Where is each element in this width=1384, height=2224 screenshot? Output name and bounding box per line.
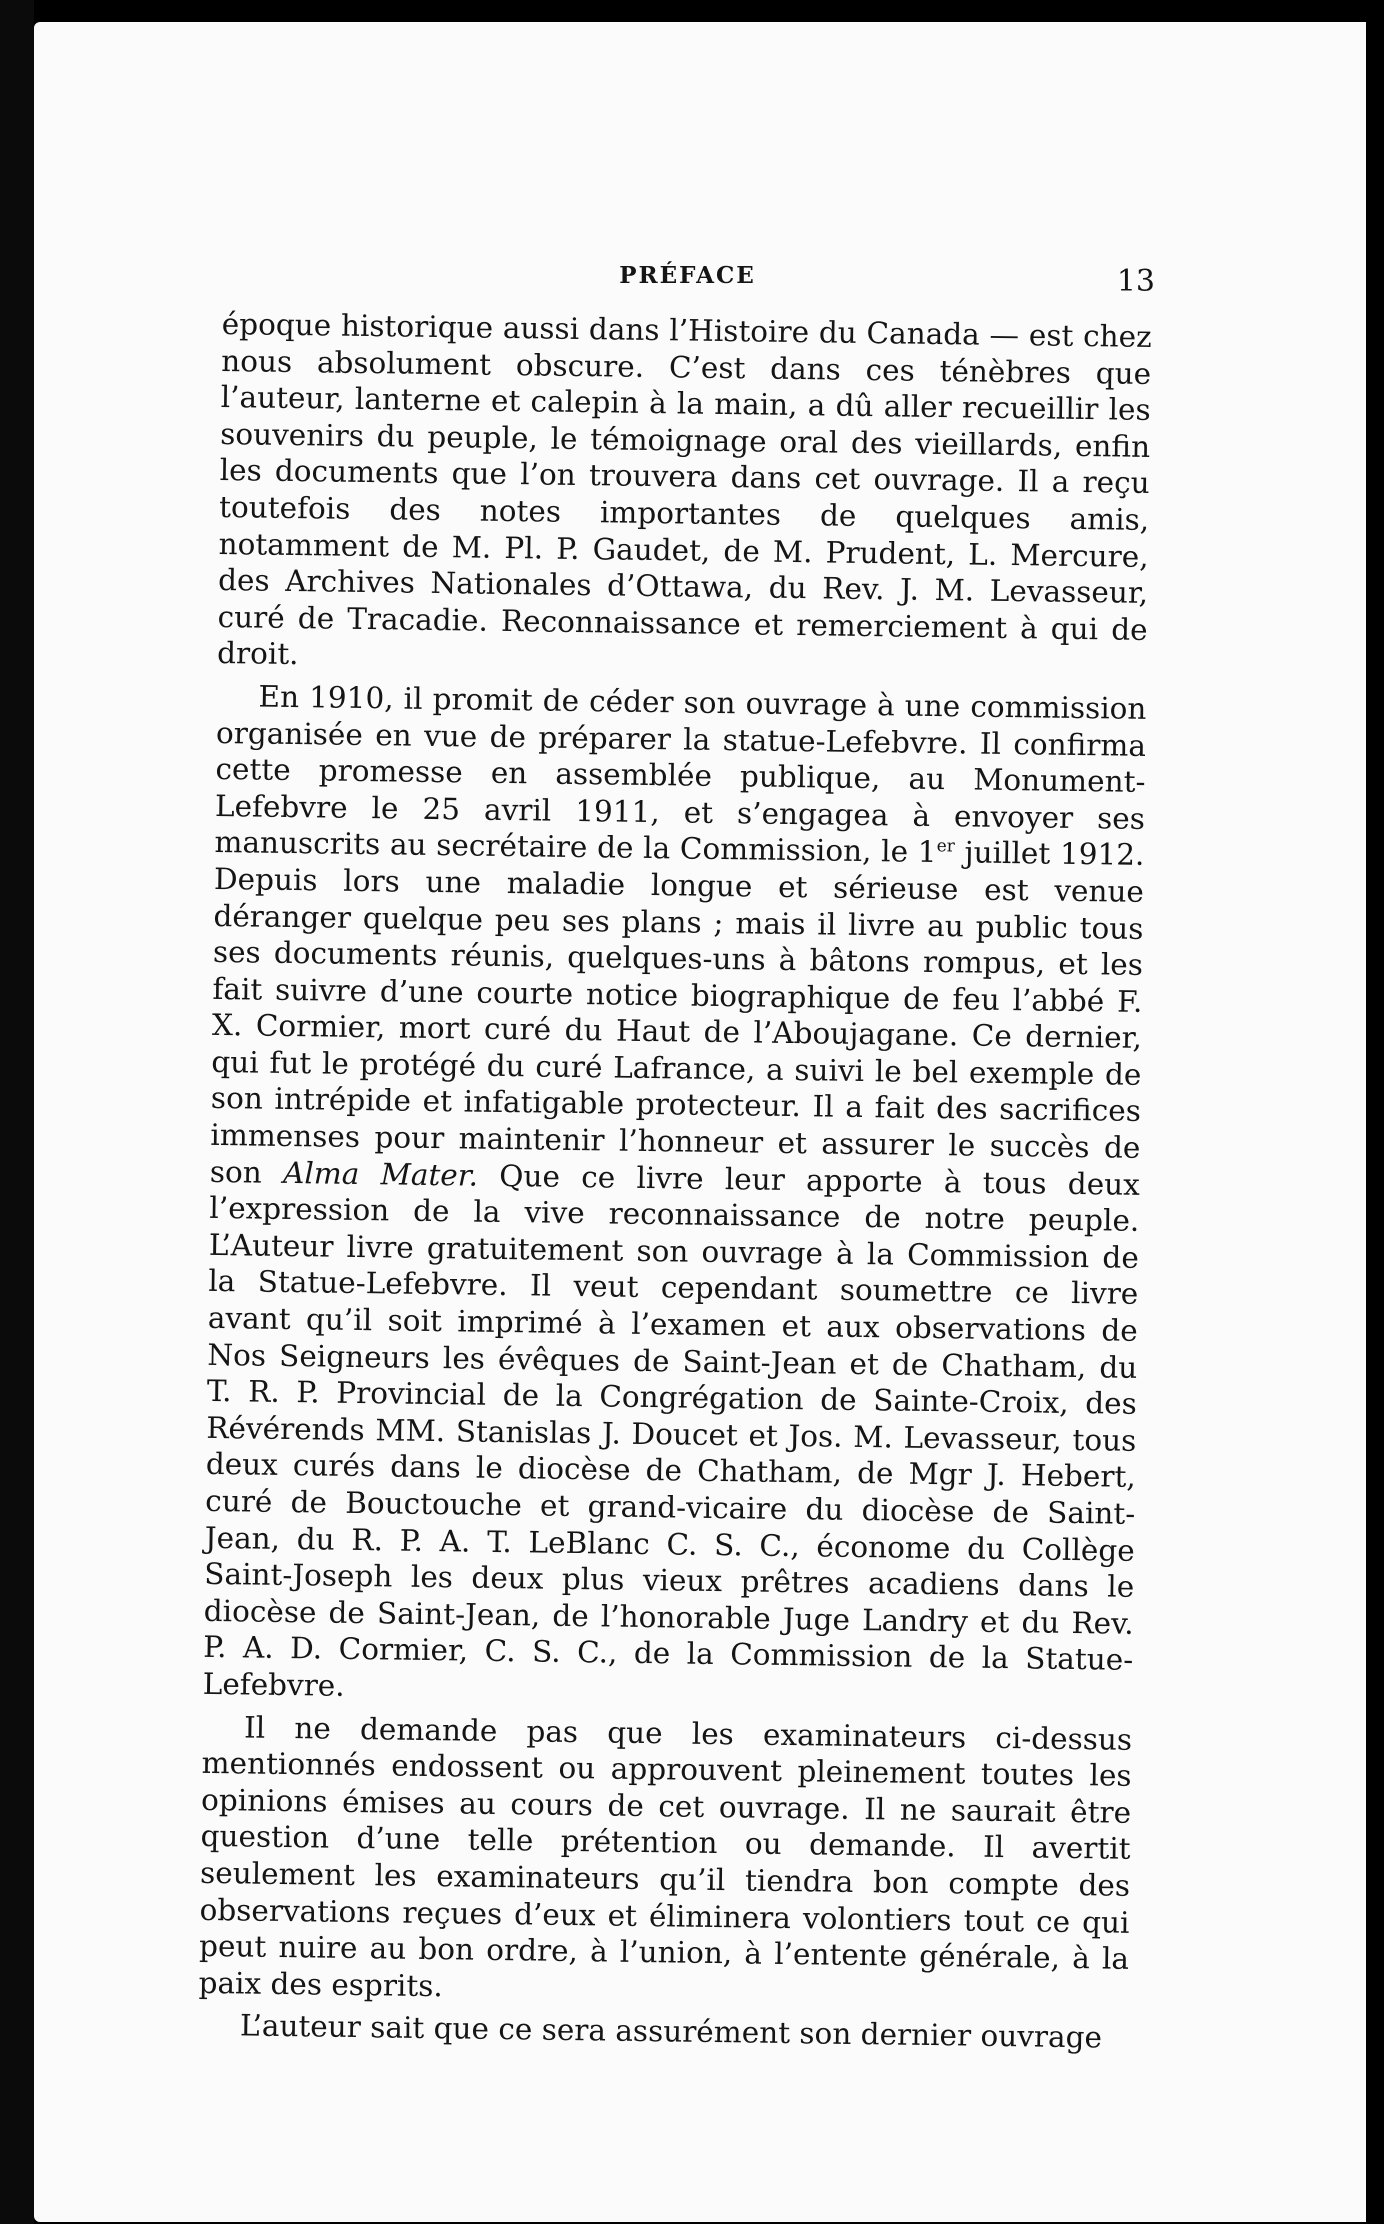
paragraph-1: époque historique aussi dans l’Histoire du Canada — est chez nous absolument obscure. C’est dans ces ténèbres que l’auteur, lanterne et calepin à la main, a dû aller recueillir les souvenirs du peuple, le témoignage oral des vieillards, enfin les documents que l’on trouvera dans cet ouvrage. Il a reçu toutefois des notes importantes de quelques amis, notamment de M. Pl. P. Gaudet, de M. Prudent, L. Mercure, des Archives Nationales d’Ottawa, du Rev. J. M. Levasseur, curé de Tracadie. Reconnaissance et remerciement à qui de droit. xyxy=(216,306,1152,672)
alma-mater-italic: Alma Mater. xyxy=(282,1155,479,1193)
paragraph-2-part-2: juillet 1912. Depuis lors une maladie longue et sérieuse est venue déranger quelque peu ses plans ; mais il livre au public tous ses documents réunis, quelques-uns à bâtons rompus, et les fait suivre d’une courte notice biographique de feu l’abbé F. X. Cormier, mort curé du Haut de l’Aboujagane. Ce dernier, qui fut le protégé du curé Lafrance, a suivi le bel exemple de son intrépide et infatigable protecteur. Il a fait des sacrifices immenses pour maintenir l’honneur et assurer le succès de son xyxy=(209,835,1145,1190)
ordinal-superscript: er xyxy=(936,836,955,857)
paragraph-3: Il ne demande pas que les examinateurs ci-dessus mentionnés endossent ou approuvent pleinement toutes les opinions émises au cours de cet ouvrage. Il ne saurait être question d’une telle prétention ou demande. Il avertit seulement les examinateurs qu’il tiendra bon compte des observations reçues d’eux et éliminera volontiers tout ce qui peut nuire au bon ordre, à l’union, à l’entente générale, à la paix des esprits. xyxy=(198,1710,1133,2003)
paragraph-2-part-1: En 1910, il promit de céder son ouvrage à une commission organisée en vue de préparer la statue-Lefebvre. Il confirma cette promesse en assemblée publique, au Monument-Lefebvre le 25 avril 1911, et s’engagea à envoyer ses manuscrits au secrétaire de la Commission, le 1 xyxy=(214,679,1147,870)
running-head: PRÉFACE xyxy=(619,262,756,289)
paragraph-2 xyxy=(203,678,1147,1716)
paragraph-2-part-3: Que ce livre leur apporte à tous deux l’expression de la vive reconnaissance de notre peuple. L’Auteur livre gratuitement son ouvrage à la Commission de la Statue-Lefebvre. Il veut cependant soumettre ce livre avant qu’il soit imprimé à l’examen et aux observations de Nos Seigneurs les évêques de Saint-Jean et de Chatham, du T. R. P. Provincial de la Congrégation de Sainte-Croix, des Révérends MM. Stanislas J. Doucet et Jos. M. Levasseur, tous deux curés dans le diocèse de Chatham, de Mgr J. Hebert, curé de Bouctouche et grand-vicaire du diocèse de Saint-Jean, du R. P. A. T. LeBlanc C. S. C., économe du Collège Saint-Joseph les deux plus vieux prêtres acadiens dans le diocèse de Saint-Jean, de l’honorable Juge Landry et du Rev. P. A. D. Cormier, C. S. C., de la Commission de la Statue-Lefebvre. xyxy=(202,1158,1141,1703)
page-edge xyxy=(0,0,34,2224)
page-number: 13 xyxy=(1116,264,1155,299)
paragraph-4: L’auteur sait que ce sera assurément son dernier ouvrage xyxy=(239,2008,1103,2055)
body-text xyxy=(198,306,1152,2057)
page-header xyxy=(220,262,1155,302)
